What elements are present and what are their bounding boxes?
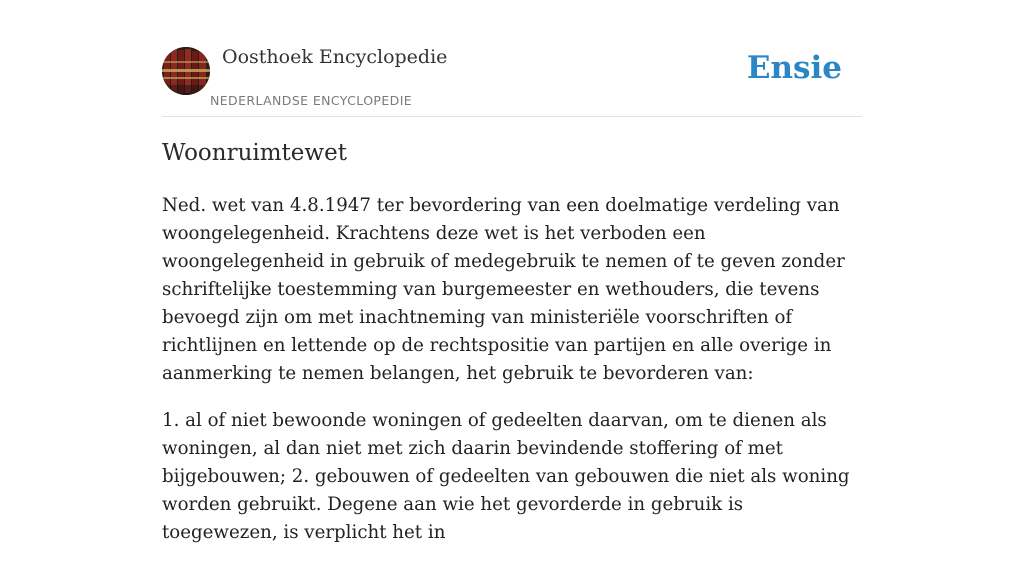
source-subtitle: NEDERLANDSE ENCYCLOPEDIE [210,93,413,108]
header [162,0,862,117]
brand-logo-link[interactable]: Ensie [746,50,842,86]
article-paragraph: Ned. wet van 4.8.1947 ter bevordering van een doelmatige verdeling van woongelegenheid. Krachtens deze wet is het verboden een woongelegenheid in gebruik of medegebruik te nemen of te geven zonder schriftelijke toestemming van burgemeester en wethouders, die tevens bevoegd zijn om met inachtneming van ministeriële voorschriften of richtlijnen en lettende op de rechtspositie van partijen en alle overige in aanmerking te nemen belangen, het gebruik te bevorderen van: [162,195,845,384]
article-body [162,192,862,566]
source-title-link[interactable]: Oosthoek Encyclopedie [222,46,448,68]
encyclopedia-books-icon[interactable] [162,47,210,95]
page [162,0,862,543]
article-title: Woonruimtewet [162,140,347,166]
article-paragraph: 1. al of niet bewoonde woningen of gedeelten daarvan, om te dienen als woningen, al dan niet met zich daarin bevindende stoffering of met bijgebouwen; 2. gebouwen of gedeelten van gebouwen die niet als woning worden gebruikt. Degene aan wie het gevorderde in gebruik is toegewezen, is verplicht het in [162,410,850,543]
